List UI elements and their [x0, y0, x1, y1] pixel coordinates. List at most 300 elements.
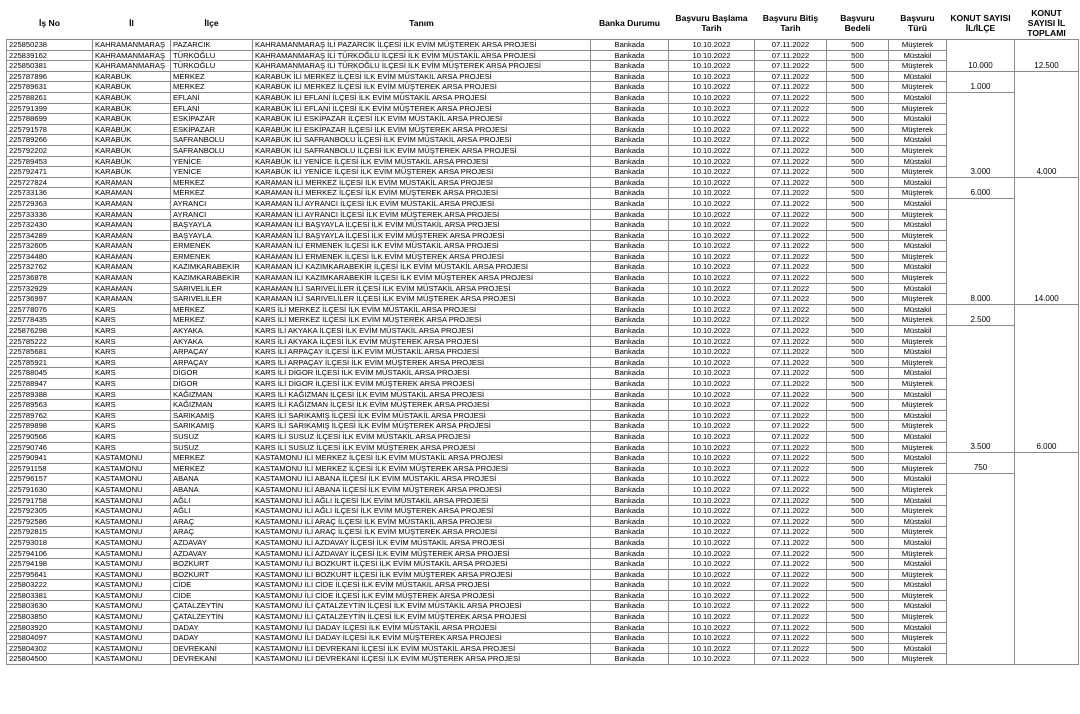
cell-bitis: 07.11.2022	[755, 347, 827, 358]
table-row	[7, 569, 1079, 580]
cell-bedel: 500	[827, 177, 889, 188]
cell-bedel: 500	[827, 114, 889, 125]
cell-tur: Müstakil	[889, 71, 947, 82]
cell-il: KARS	[93, 421, 171, 432]
header-konut-il-toplami: KONUT SAYISI İL TOPLAMI	[1027, 9, 1066, 38]
cell-baslama: 10.10.2022	[669, 336, 755, 347]
cell-bitis: 07.11.2022	[755, 379, 827, 390]
cell-il: KARS	[93, 368, 171, 379]
cell-tanim: KASTAMONU İLİ AZDAVAY İLÇESİ İLK EVİM MÜŞTEREK ARSA PROJESİ	[253, 548, 591, 559]
table-row	[7, 368, 1079, 379]
cell-bitis: 07.11.2022	[755, 82, 827, 93]
cell-baslama: 10.10.2022	[669, 612, 755, 623]
cell-tur: Müstakil	[889, 389, 947, 400]
cell-baslama: 10.10.2022	[669, 92, 755, 103]
cell-is-no: 225791158	[7, 463, 93, 474]
cell-il: KASTAMONU	[93, 484, 171, 495]
cell-ilce: ABANA	[171, 484, 253, 495]
cell-il: KASTAMONU	[93, 633, 171, 644]
cell-is-no: 225790941	[7, 453, 93, 464]
cell-is-no: 225789388	[7, 389, 93, 400]
cell-tur: Müstakil	[889, 559, 947, 570]
cell-bedel: 500	[827, 103, 889, 114]
cell-is-no: 225732929	[7, 283, 93, 294]
cell-bitis: 07.11.2022	[755, 484, 827, 495]
cell-ilce: CİDE	[171, 580, 253, 591]
table-row	[7, 431, 1079, 442]
cell-banka-durumu: Bankada	[591, 50, 669, 61]
cell-il: KARAMAN	[93, 209, 171, 220]
cell-ilce: MERKEZ	[171, 82, 253, 93]
cell-ilce: ARPAÇAY	[171, 357, 253, 368]
cell-ilce: EFLANİ	[171, 103, 253, 114]
cell-tur: Müşterek	[889, 209, 947, 220]
cell-is-no: 225732762	[7, 262, 93, 273]
cell-bedel: 500	[827, 527, 889, 538]
district-total: 750	[947, 453, 1015, 474]
cell-il: KASTAMONU	[93, 527, 171, 538]
cell-banka-durumu: Bankada	[591, 156, 669, 167]
cell-bedel: 500	[827, 92, 889, 103]
cell-tur: Müşterek	[889, 612, 947, 623]
cell-tur: Müşterek	[889, 230, 947, 241]
cell-ilce: AĞLI	[171, 506, 253, 517]
table-row	[7, 135, 1079, 146]
table-row	[7, 220, 1079, 231]
cell-baslama: 10.10.2022	[669, 495, 755, 506]
cell-is-no: 225789898	[7, 421, 93, 432]
cell-il: KASTAMONU	[93, 569, 171, 580]
cell-bitis: 07.11.2022	[755, 50, 827, 61]
cell-tanim: KASTAMONU İLİ CİDE İLÇESİ İLK EVİM MÜSTAKİL ARSA PROJESİ	[253, 580, 591, 591]
cell-bitis: 07.11.2022	[755, 495, 827, 506]
cell-banka-durumu: Bankada	[591, 654, 669, 665]
cell-bitis: 07.11.2022	[755, 103, 827, 114]
cell-banka-durumu: Bankada	[591, 410, 669, 421]
cell-is-no: 225736878	[7, 273, 93, 284]
cell-is-no: 225789266	[7, 135, 93, 146]
cell-bedel: 500	[827, 506, 889, 517]
cell-tur: Müşterek	[889, 527, 947, 538]
cell-bedel: 500	[827, 188, 889, 199]
cell-tur: Müşterek	[889, 61, 947, 72]
cell-tanim: KAHRAMANMARAŞ İLİ PAZARCIK İLÇESİ İLK EVİM MÜŞTEREK ARSA PROJESİ	[253, 40, 591, 51]
province-total: 14.000	[1015, 177, 1079, 304]
cell-tur: Müstakil	[889, 537, 947, 548]
cell-il: KARS	[93, 431, 171, 442]
cell-banka-durumu: Bankada	[591, 474, 669, 485]
cell-il: KASTAMONU	[93, 495, 171, 506]
cell-bitis: 07.11.2022	[755, 612, 827, 623]
table-row	[7, 304, 1079, 315]
cell-is-no: 225794106	[7, 548, 93, 559]
cell-il: KARAMAN	[93, 251, 171, 262]
cell-tanim: KARS İLİ ARPAÇAY İLÇESİ İLK EVİM MÜSTAKİL ARSA PROJESİ	[253, 347, 591, 358]
table-row	[7, 357, 1079, 368]
cell-banka-durumu: Bankada	[591, 336, 669, 347]
cell-bedel: 500	[827, 474, 889, 485]
cell-is-no: 225804302	[7, 643, 93, 654]
cell-bitis: 07.11.2022	[755, 114, 827, 125]
cell-il: KARS	[93, 326, 171, 337]
cell-bedel: 500	[827, 347, 889, 358]
cell-baslama: 10.10.2022	[669, 198, 755, 209]
table-row	[7, 188, 1079, 199]
cell-is-no: 225792305	[7, 506, 93, 517]
cell-banka-durumu: Bankada	[591, 421, 669, 432]
cell-tanim: KARABÜK İLİ YENİCE İLÇESİ İLK EVİM MÜŞTEREK ARSA PROJESİ	[253, 167, 591, 178]
cell-bitis: 07.11.2022	[755, 389, 827, 400]
cell-is-no: 225792471	[7, 167, 93, 178]
cell-bitis: 07.11.2022	[755, 326, 827, 337]
cell-bitis: 07.11.2022	[755, 135, 827, 146]
cell-bitis: 07.11.2022	[755, 431, 827, 442]
district-total: 10.000	[947, 40, 1015, 72]
cell-is-no: 225792815	[7, 527, 93, 538]
cell-tanim: KARAMAN İLİ KAZIMKARABEKİR İLÇESİ İLK EVİM MÜŞTEREK ARSA PROJESİ	[253, 273, 591, 284]
cell-is-no: 225736997	[7, 294, 93, 305]
cell-is-no: 225803920	[7, 622, 93, 633]
cell-il: KASTAMONU	[93, 506, 171, 517]
cell-banka-durumu: Bankada	[591, 124, 669, 135]
cell-bedel: 500	[827, 410, 889, 421]
cell-tanim: KASTAMONU İLİ MERKEZ İLÇESİ İLK EVİM MÜŞTEREK ARSA PROJESİ	[253, 463, 591, 474]
cell-tur: Müşterek	[889, 124, 947, 135]
cell-tur: Müşterek	[889, 167, 947, 178]
cell-il: KARS	[93, 400, 171, 411]
cell-banka-durumu: Bankada	[591, 103, 669, 114]
cell-il: KARAMAN	[93, 220, 171, 231]
table-row	[7, 283, 1079, 294]
cell-tur: Müşterek	[889, 103, 947, 114]
cell-il: KARAMAN	[93, 241, 171, 252]
cell-bitis: 07.11.2022	[755, 537, 827, 548]
cell-il: KAHRAMANMARAŞ	[93, 50, 171, 61]
cell-bitis: 07.11.2022	[755, 410, 827, 421]
table-row	[7, 336, 1079, 347]
table-row	[7, 463, 1079, 474]
cell-bedel: 500	[827, 548, 889, 559]
cell-bedel: 500	[827, 315, 889, 326]
cell-baslama: 10.10.2022	[669, 537, 755, 548]
cell-ilce: SUSUZ	[171, 442, 253, 453]
cell-is-no: 225850381	[7, 61, 93, 72]
table-row	[7, 114, 1079, 125]
cell-banka-durumu: Bankada	[591, 304, 669, 315]
cell-baslama: 10.10.2022	[669, 389, 755, 400]
cell-is-no: 225794198	[7, 559, 93, 570]
table-row	[7, 484, 1079, 495]
cell-baslama: 10.10.2022	[669, 601, 755, 612]
cell-tur: Müstakil	[889, 92, 947, 103]
cell-bedel: 500	[827, 516, 889, 527]
cell-baslama: 10.10.2022	[669, 347, 755, 358]
cell-is-no: 225732605	[7, 241, 93, 252]
cell-tur: Müstakil	[889, 580, 947, 591]
cell-ilce: AZDAVAY	[171, 548, 253, 559]
cell-banka-durumu: Bankada	[591, 495, 669, 506]
cell-ilce: KAĞIZMAN	[171, 400, 253, 411]
cell-tur: Müşterek	[889, 145, 947, 156]
cell-baslama: 10.10.2022	[669, 273, 755, 284]
cell-baslama: 10.10.2022	[669, 527, 755, 538]
cell-baslama: 10.10.2022	[669, 622, 755, 633]
cell-tanim: KARS İLİ DİGOR İLÇESİ İLK EVİM MÜŞTEREK ARSA PROJESİ	[253, 379, 591, 390]
cell-is-no: 225788699	[7, 114, 93, 125]
cell-banka-durumu: Bankada	[591, 569, 669, 580]
cell-bitis: 07.11.2022	[755, 442, 827, 453]
cell-bedel: 500	[827, 400, 889, 411]
cell-ilce: BOZKURT	[171, 569, 253, 580]
cell-banka-durumu: Bankada	[591, 92, 669, 103]
cell-banka-durumu: Bankada	[591, 368, 669, 379]
cell-tur: Müşterek	[889, 484, 947, 495]
cell-is-no: 225803850	[7, 612, 93, 623]
cell-bitis: 07.11.2022	[755, 336, 827, 347]
cell-baslama: 10.10.2022	[669, 61, 755, 72]
cell-il: KARS	[93, 357, 171, 368]
cell-bitis: 07.11.2022	[755, 61, 827, 72]
cell-baslama: 10.10.2022	[669, 304, 755, 315]
cell-baslama: 10.10.2022	[669, 442, 755, 453]
cell-bedel: 500	[827, 453, 889, 464]
cell-il: KARAMAN	[93, 198, 171, 209]
cell-is-no: 225791399	[7, 103, 93, 114]
cell-il: KASTAMONU	[93, 474, 171, 485]
cell-baslama: 10.10.2022	[669, 114, 755, 125]
cell-is-no: 225795641	[7, 569, 93, 580]
cell-baslama: 10.10.2022	[669, 156, 755, 167]
cell-il: KARS	[93, 379, 171, 390]
cell-tur: Müşterek	[889, 251, 947, 262]
cell-tanim: KARS İLİ SARIKAMIŞ İLÇESİ İLK EVİM MÜŞTEREK ARSA PROJESİ	[253, 421, 591, 432]
table-row	[7, 537, 1079, 548]
cell-bitis: 07.11.2022	[755, 40, 827, 51]
district-total: 8.000	[947, 198, 1015, 304]
header-ilce: İlçe	[204, 18, 219, 29]
cell-baslama: 10.10.2022	[669, 463, 755, 474]
cell-ilce: DEVREKANİ	[171, 654, 253, 665]
cell-bitis: 07.11.2022	[755, 516, 827, 527]
cell-baslama: 10.10.2022	[669, 474, 755, 485]
cell-bitis: 07.11.2022	[755, 633, 827, 644]
cell-is-no: 225733336	[7, 209, 93, 220]
cell-banka-durumu: Bankada	[591, 326, 669, 337]
cell-tanim: KARABÜK İLİ SAFRANBOLU İLÇESİ İLK EVİM MÜŞTEREK ARSA PROJESİ	[253, 145, 591, 156]
cell-bedel: 500	[827, 209, 889, 220]
cell-il: KARAMAN	[93, 177, 171, 188]
cell-baslama: 10.10.2022	[669, 283, 755, 294]
cell-ilce: ABANA	[171, 474, 253, 485]
cell-bedel: 500	[827, 421, 889, 432]
cell-banka-durumu: Bankada	[591, 516, 669, 527]
cell-ilce: SARIKAMIŞ	[171, 410, 253, 421]
cell-is-no: 225791578	[7, 124, 93, 135]
cell-baslama: 10.10.2022	[669, 379, 755, 390]
cell-bedel: 500	[827, 495, 889, 506]
cell-ilce: KAZIMKARABEKİR	[171, 262, 253, 273]
cell-bedel: 500	[827, 61, 889, 72]
header-bedel: Başvuru Bedeli	[840, 13, 875, 33]
cell-baslama: 10.10.2022	[669, 71, 755, 82]
cell-tur: Müstakil	[889, 516, 947, 527]
table-row	[7, 654, 1079, 665]
header-tanim: Tanım	[409, 18, 434, 29]
cell-is-no: 225727824	[7, 177, 93, 188]
cell-bedel: 500	[827, 357, 889, 368]
cell-ilce: ARPAÇAY	[171, 347, 253, 358]
cell-tanim: KARABÜK İLİ MERKEZ İLÇESİ İLK EVİM MÜSTAKİL ARSA PROJESİ	[253, 71, 591, 82]
table-row	[7, 198, 1079, 209]
cell-bedel: 500	[827, 82, 889, 93]
cell-tur: Müstakil	[889, 431, 947, 442]
cell-bitis: 07.11.2022	[755, 622, 827, 633]
cell-tanim: KARAMAN İLİ AYRANCI İLÇESİ İLK EVİM MÜSTAKİL ARSA PROJESİ	[253, 198, 591, 209]
cell-baslama: 10.10.2022	[669, 654, 755, 665]
cell-tur: Müstakil	[889, 304, 947, 315]
cell-il: KARS	[93, 410, 171, 421]
cell-baslama: 10.10.2022	[669, 643, 755, 654]
table-row	[7, 82, 1079, 93]
cell-baslama: 10.10.2022	[669, 484, 755, 495]
cell-tur: Müşterek	[889, 82, 947, 93]
cell-is-no: 225785222	[7, 336, 93, 347]
table-row	[7, 145, 1079, 156]
cell-bitis: 07.11.2022	[755, 167, 827, 178]
cell-is-no: 225804097	[7, 633, 93, 644]
cell-ilce: ESKİPAZAR	[171, 124, 253, 135]
cell-baslama: 10.10.2022	[669, 400, 755, 411]
cell-baslama: 10.10.2022	[669, 357, 755, 368]
cell-tanim: KASTAMONU İLİ ARAÇ İLÇESİ İLK EVİM MÜSTAKİL ARSA PROJESİ	[253, 516, 591, 527]
cell-bedel: 500	[827, 198, 889, 209]
table-row	[7, 241, 1079, 252]
cell-banka-durumu: Bankada	[591, 527, 669, 538]
cell-baslama: 10.10.2022	[669, 506, 755, 517]
cell-bedel: 500	[827, 463, 889, 474]
cell-bedel: 500	[827, 251, 889, 262]
cell-il: KARABÜK	[93, 145, 171, 156]
cell-is-no: 225803222	[7, 580, 93, 591]
cell-il: KASTAMONU	[93, 453, 171, 464]
cell-ilce: SAFRANBOLU	[171, 145, 253, 156]
cell-banka-durumu: Bankada	[591, 453, 669, 464]
cell-tur: Müstakil	[889, 220, 947, 231]
cell-tur: Müstakil	[889, 453, 947, 464]
cell-il: KARAMAN	[93, 294, 171, 305]
cell-banka-durumu: Bankada	[591, 315, 669, 326]
cell-tur: Müşterek	[889, 294, 947, 305]
cell-banka-durumu: Bankada	[591, 506, 669, 517]
cell-ilce: DADAY	[171, 622, 253, 633]
cell-baslama: 10.10.2022	[669, 135, 755, 146]
cell-il: KARS	[93, 347, 171, 358]
cell-tanim: KARAMAN İLİ SARIVELİLER İLÇESİ İLK EVİM MÜŞTEREK ARSA PROJESİ	[253, 294, 591, 305]
cell-tanim: KARS İLİ ARPAÇAY İLÇESİ İLK EVİM MÜŞTEREK ARSA PROJESİ	[253, 357, 591, 368]
cell-baslama: 10.10.2022	[669, 431, 755, 442]
cell-il: KARABÜK	[93, 167, 171, 178]
cell-baslama: 10.10.2022	[669, 177, 755, 188]
cell-ilce: ÇATALZEYTİN	[171, 612, 253, 623]
cell-il: KARABÜK	[93, 114, 171, 125]
cell-banka-durumu: Bankada	[591, 559, 669, 570]
cell-ilce: MERKEZ	[171, 304, 253, 315]
cell-is-no: 225796157	[7, 474, 93, 485]
cell-banka-durumu: Bankada	[591, 612, 669, 623]
table-row	[7, 40, 1079, 51]
cell-is-no: 225790566	[7, 431, 93, 442]
table-row	[7, 474, 1079, 485]
cell-tanim: KARAMAN İLİ KAZIMKARABEKİR İLÇESİ İLK EVİM MÜSTAKİL ARSA PROJESİ	[253, 262, 591, 273]
cell-il: KASTAMONU	[93, 559, 171, 570]
table-row	[7, 379, 1079, 390]
cell-ilce: ARAÇ	[171, 516, 253, 527]
cell-ilce: SARIVELİLER	[171, 283, 253, 294]
cell-bedel: 500	[827, 304, 889, 315]
cell-baslama: 10.10.2022	[669, 82, 755, 93]
cell-ilce: TÜRKOĞLU	[171, 50, 253, 61]
cell-banka-durumu: Bankada	[591, 167, 669, 178]
cell-banka-durumu: Bankada	[591, 71, 669, 82]
cell-ilce: ARAÇ	[171, 527, 253, 538]
cell-ilce: EFLANİ	[171, 92, 253, 103]
cell-tur: Müstakil	[889, 326, 947, 337]
header-basvuru-turu: Başvuru Türü	[900, 13, 935, 33]
cell-bedel: 500	[827, 156, 889, 167]
cell-tur: Müstakil	[889, 283, 947, 294]
cell-banka-durumu: Bankada	[591, 188, 669, 199]
cell-bedel: 500	[827, 559, 889, 570]
cell-banka-durumu: Bankada	[591, 347, 669, 358]
cell-baslama: 10.10.2022	[669, 262, 755, 273]
cell-bedel: 500	[827, 135, 889, 146]
cell-is-no: 225787896	[7, 71, 93, 82]
cell-banka-durumu: Bankada	[591, 400, 669, 411]
cell-il: KARABÜK	[93, 92, 171, 103]
cell-bedel: 500	[827, 569, 889, 580]
cell-tur: Müşterek	[889, 421, 947, 432]
cell-ilce: ERMENEK	[171, 241, 253, 252]
cell-il: KASTAMONU	[93, 601, 171, 612]
cell-tur: Müşterek	[889, 463, 947, 474]
cell-banka-durumu: Bankada	[591, 389, 669, 400]
cell-bedel: 500	[827, 389, 889, 400]
cell-is-no: 225789631	[7, 82, 93, 93]
cell-tur: Müşterek	[889, 273, 947, 284]
cell-banka-durumu: Bankada	[591, 241, 669, 252]
cell-banka-durumu: Bankada	[591, 283, 669, 294]
cell-il: KARABÜK	[93, 82, 171, 93]
cell-baslama: 10.10.2022	[669, 580, 755, 591]
cell-is-no: 225734289	[7, 230, 93, 241]
cell-tanim: KASTAMONU İLİ ÇATALZEYTİN İLÇESİ İLK EVİM MÜŞTEREK ARSA PROJESİ	[253, 612, 591, 623]
cell-is-no: 225804500	[7, 654, 93, 665]
table-row	[7, 590, 1079, 601]
cell-tur: Müstakil	[889, 643, 947, 654]
cell-is-no: 225839162	[7, 50, 93, 61]
cell-bedel: 500	[827, 241, 889, 252]
cell-bitis: 07.11.2022	[755, 421, 827, 432]
cell-baslama: 10.10.2022	[669, 241, 755, 252]
cell-tur: Müstakil	[889, 347, 947, 358]
cell-is-no: 225734480	[7, 251, 93, 262]
cell-banka-durumu: Bankada	[591, 431, 669, 442]
cell-bitis: 07.11.2022	[755, 357, 827, 368]
cell-bitis: 07.11.2022	[755, 643, 827, 654]
cell-bedel: 500	[827, 273, 889, 284]
cell-baslama: 10.10.2022	[669, 50, 755, 61]
table-row	[7, 389, 1079, 400]
